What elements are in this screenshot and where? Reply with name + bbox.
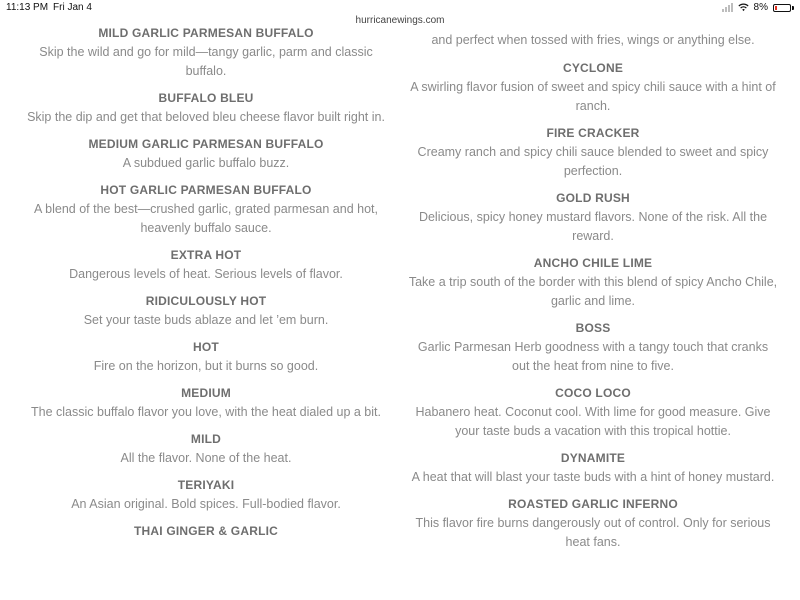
flavor-description: and perfect when tossed with fries, wings or anything else. [431, 33, 755, 47]
flavor-name: RIDICULOUSLY HOT [145, 294, 267, 308]
wifi-icon [738, 3, 749, 12]
battery-icon [773, 4, 794, 12]
url-text[interactable]: hurricanewings.com [355, 15, 445, 26]
flavor-item [21, 522, 391, 541]
battery-percent: 8% [753, 2, 768, 13]
flavor-item [21, 430, 391, 468]
flavor-description: Garlic Parmesan Herb goodness with a tangy touch that cranks out the heat from nine to five. [417, 340, 769, 373]
flavor-description: A blend of the best—crushed garlic, grated parmesan and hot, heavenly buffalo sauce. [34, 202, 378, 235]
flavor-name: GOLD RUSH [556, 191, 630, 205]
flavor-item [408, 495, 778, 552]
flavor-description: A heat that will blast your taste buds with a hint of honey mustard. [411, 470, 775, 484]
flavor-name: HOT [193, 340, 219, 354]
left-flavor-column [21, 24, 391, 549]
flavor-name: HOT GARLIC PARMESAN BUFFALO [100, 183, 312, 197]
flavor-item [408, 189, 778, 246]
flavor-name: THAI GINGER & GARLIC [134, 524, 278, 538]
flavor-item [21, 246, 391, 284]
flavor-description: Skip the wild and go for mild—tangy garlic, parm and classic buffalo. [39, 45, 373, 78]
flavor-description: This flavor fire burns dangerously out of control. Only for serious heat fans. [415, 516, 771, 549]
flavor-item [408, 254, 778, 311]
flavor-description: The classic buffalo flavor you love, with the heat dialed up a bit. [31, 405, 381, 419]
status-date: Fri Jan 4 [53, 2, 92, 13]
flavor-name: MEDIUM GARLIC PARMESAN BUFFALO [88, 137, 324, 151]
flavor-item [408, 384, 778, 441]
cellular-signal-icon [722, 3, 733, 12]
flavor-name: EXTRA HOT [170, 248, 242, 262]
flavor-item [408, 449, 778, 487]
flavor-name: COCO LOCO [555, 386, 631, 400]
flavor-item [21, 181, 391, 238]
flavor-name: CYCLONE [562, 61, 624, 75]
flavor-name: MEDIUM [181, 386, 231, 400]
address-bar[interactable] [0, 12, 800, 30]
flavor-item [21, 384, 391, 422]
flavor-description: A swirling flavor fusion of sweet and spicy chili sauce with a hint of ranch. [410, 80, 776, 113]
flavor-item [21, 292, 391, 330]
flavor-name: FIRE CRACKER [546, 126, 640, 140]
flavor-description: Delicious, spicy honey mustard flavors. None of the risk. All the reward. [418, 210, 768, 243]
flavor-item [408, 319, 778, 376]
flavor-item [21, 338, 391, 376]
flavor-description: Set your taste buds ablaze and let ’em burn. [83, 313, 329, 327]
flavor-description: All the flavor. None of the heat. [120, 451, 292, 465]
flavor-item [408, 59, 778, 116]
flavor-item [21, 135, 391, 173]
flavor-item [21, 476, 391, 514]
flavor-name: MILD GARLIC PARMESAN BUFFALO [98, 26, 314, 40]
flavor-description: Skip the dip and get that beloved bleu cheese flavor built right in. [27, 110, 385, 124]
flavor-description: A subdued garlic buffalo buzz. [122, 156, 290, 170]
flavor-description: Habanero heat. Coconut cool. With lime for good measure. Give your taste buds a vacation with this tropical hottie. [415, 405, 771, 438]
flavor-name: ANCHO CHILE LIME [533, 256, 653, 270]
flavor-description: An Asian original. Bold spices. Full-bodied flavor. [71, 497, 341, 511]
flavor-name: ROASTED GARLIC INFERNO [508, 497, 678, 511]
flavor-item [21, 24, 391, 81]
flavor-item [21, 89, 391, 127]
flavor-item [408, 124, 778, 181]
right-flavor-column [408, 31, 778, 560]
flavor-description: Fire on the horizon, but it burns so good. [93, 359, 319, 373]
flavor-name: BOSS [575, 321, 611, 335]
flavor-description: Dangerous levels of heat. Serious levels of flavor. [69, 267, 343, 281]
flavor-name: BUFFALO BLEU [158, 91, 254, 105]
flavor-description: Creamy ranch and spicy chili sauce blended to sweet and spicy perfection. [417, 145, 769, 178]
flavor-name: TERIYAKI [177, 478, 235, 492]
flavor-name: MILD [190, 432, 222, 446]
flavor-description: Take a trip south of the border with this blend of spicy Ancho Chile, garlic and lime. [408, 275, 778, 308]
flavor-name: DYNAMITE [560, 451, 626, 465]
status-time: 11:13 PM [6, 2, 49, 13]
